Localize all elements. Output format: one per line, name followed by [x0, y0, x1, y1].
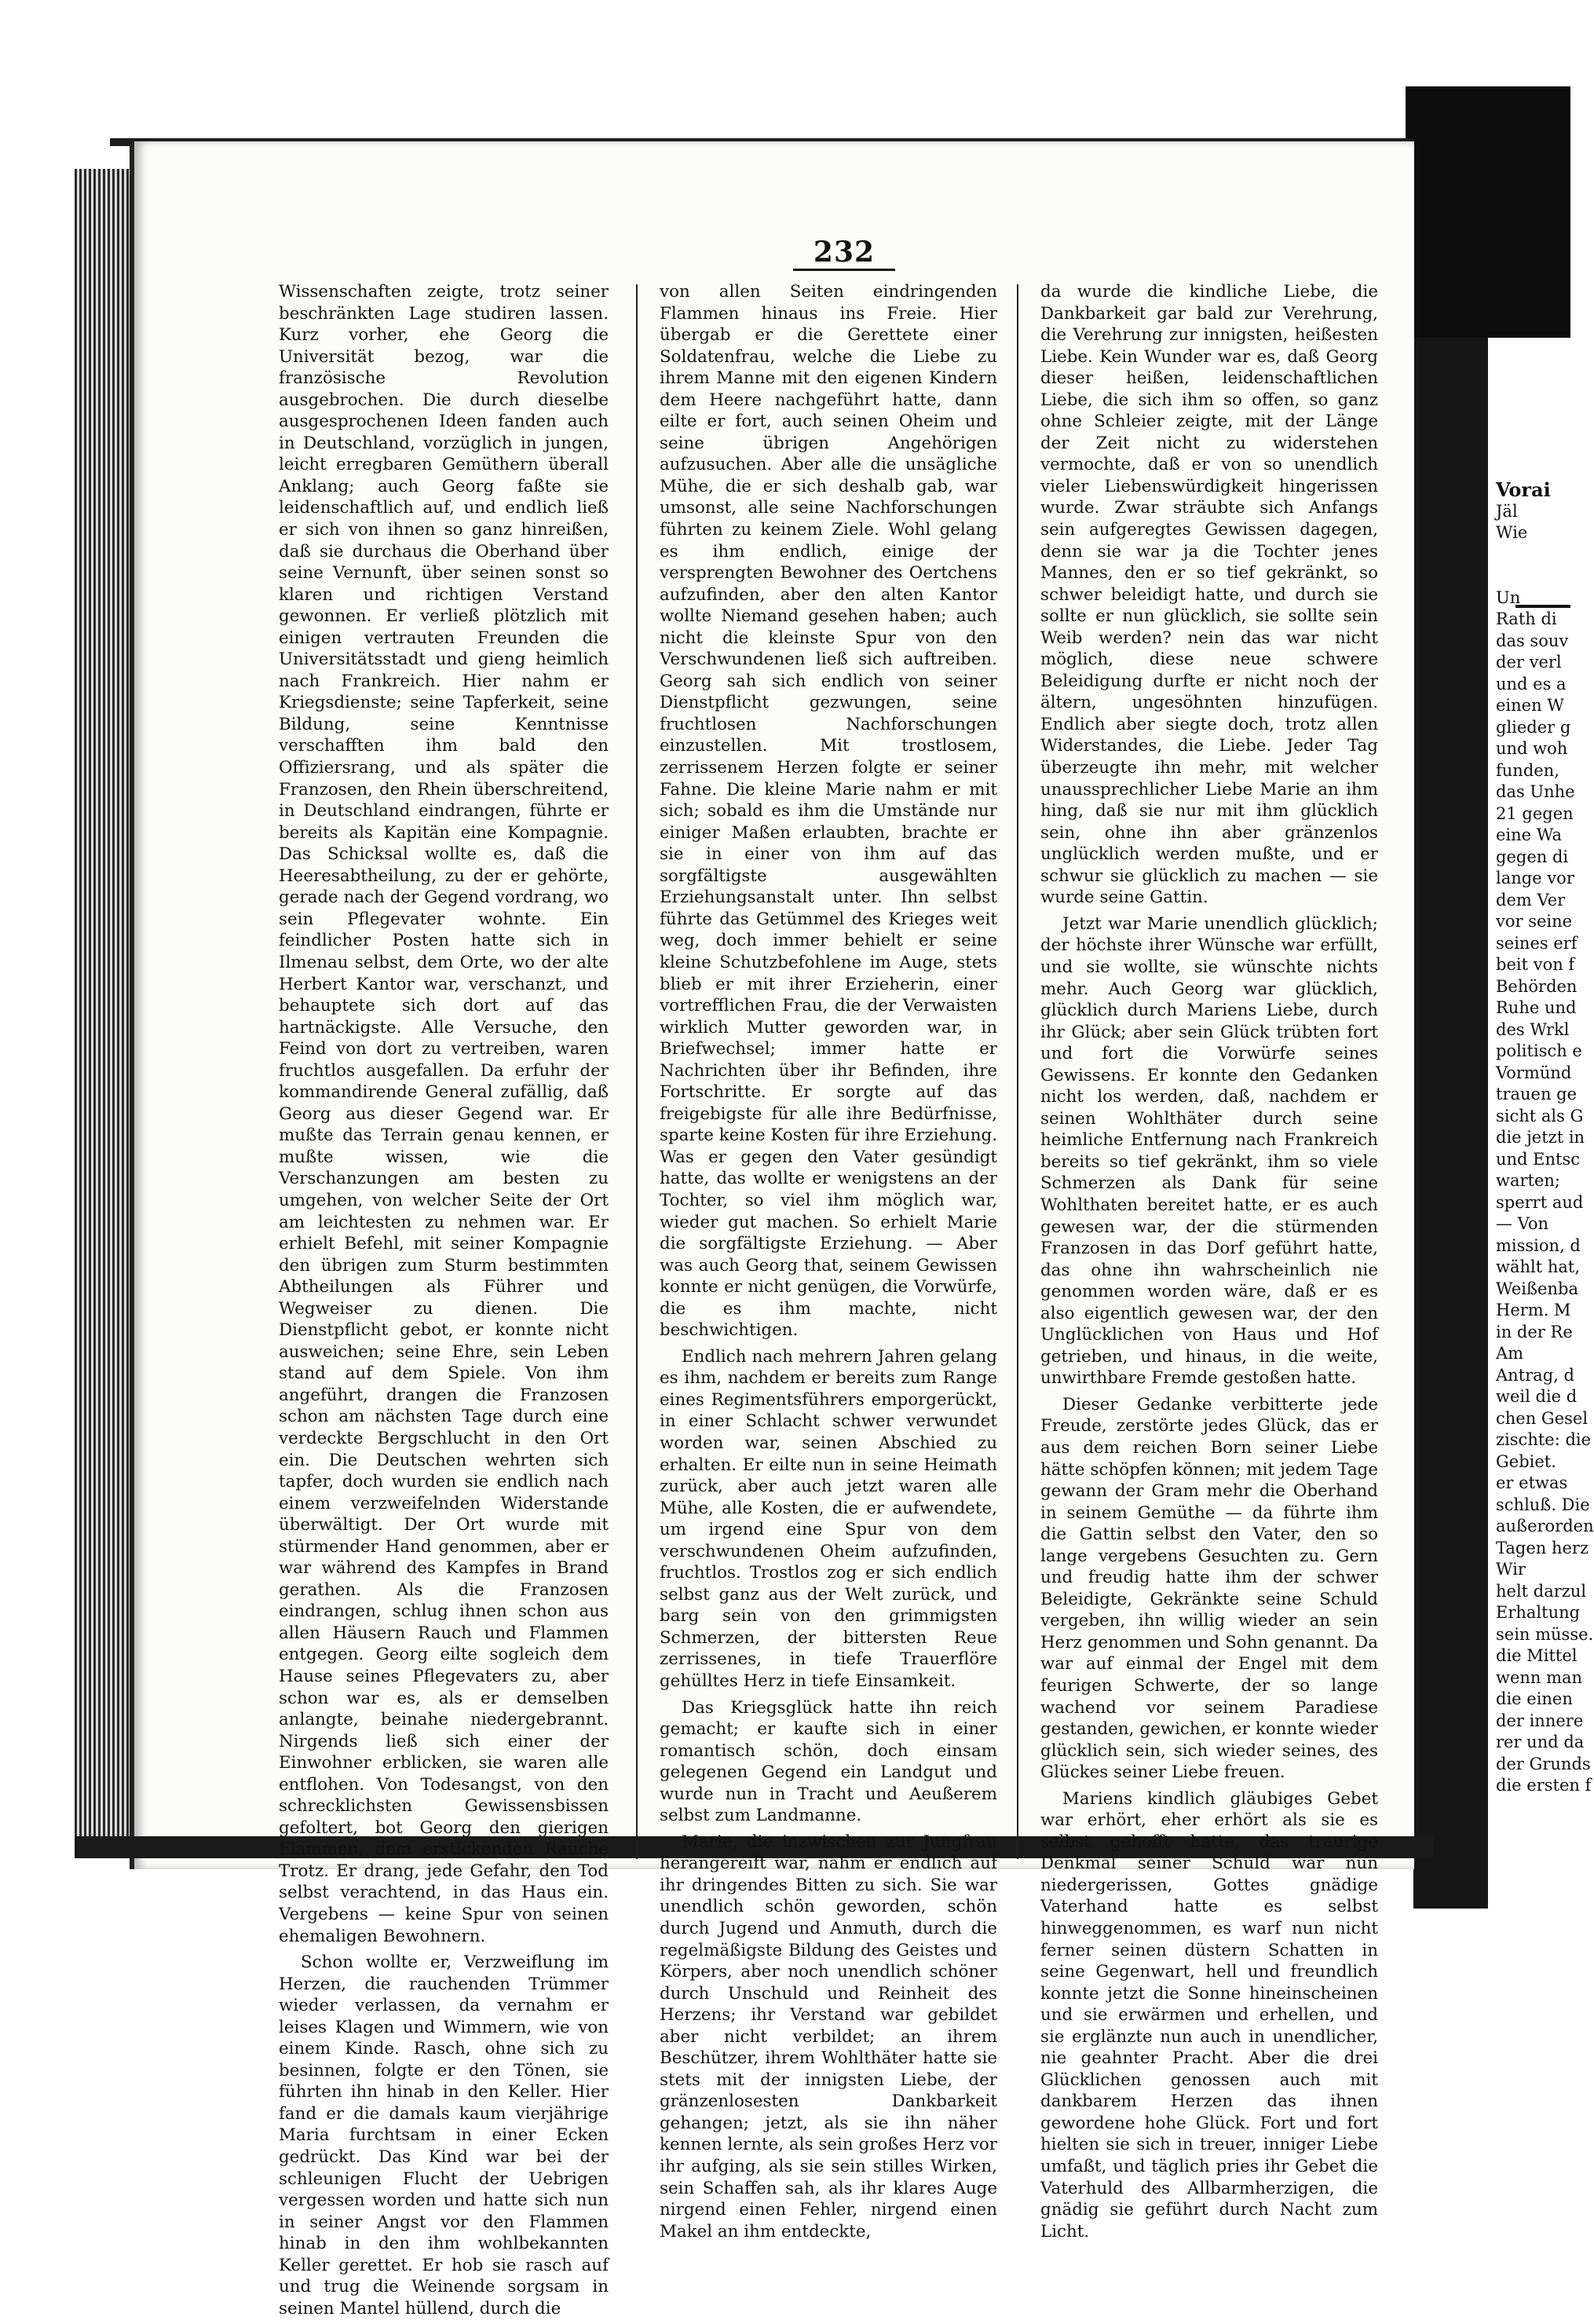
facing-page-line: Vorai [1496, 478, 1551, 501]
facing-page-line: Ruhe und [1496, 998, 1577, 1017]
facing-page-line: und es a [1496, 674, 1567, 694]
facing-page-line: Behörden [1496, 976, 1578, 996]
facing-page-line: schluß. Die [1496, 1495, 1590, 1514]
facing-page-line: Wir [1496, 1560, 1526, 1579]
paragraph: Endlich nach mehrern Jahren gelang es ihm, nachdem er bereits zum Range eines Regimentsführers emporgerückt, in einer Schlacht schwer verwundet worden war, seinen Abschied zu erhalten. Er eilte nun in seine Heimath zurück, aber auch jetzt waren alle Mühe, alle Kosten, die er aufwendete, um irgend eine Spur von dem verschwundenen Oheim aufzufinden, fruchtlos. Trostlos zog er sich endlich selbst ganz aus der Welt zurück, und barg sein von den grimmigsten Schmerzen, der bittersten Reue zerrissenes, in tiefe Trauerflöre gehülltes Herz in tiefe Einsamkeit. [660, 1346, 997, 1691]
book-page-edges [75, 169, 133, 1842]
facing-page-line: seines erf [1496, 933, 1578, 953]
facing-page-line: er etwas [1496, 1473, 1568, 1492]
paragraph: da wurde die kindliche Liebe, die Dankbarkeit gar bald zur Verehrung, die Verehrung zur innigsten, heißesten Liebe. Kein Wunder war es, daß Georg dieser heißen, leidenschaftlichen Liebe, die sich ihm so offen, so ganz ohne Schleier zeigte, mit der Länge der Zeit nicht zu widerstehen vermochte, daß er von so unendlich vieler Liebenswürdigkeit hingerissen wurde. Zwar sträubte sich Anfangs sein aufgeregtes Gewissen dagegen, denn sie war ja die Tochter jenes Mannes, den er so tief gekränkt, so schwer beleidigt hatte, und durch sie sollte er nun glücklich, sie sollte sein Weib werden? nein das war nicht möglich, diese neue schwere Beleidigung durfte er nicht noch der ältern, ungesöhnten hinzufügen. Endlich aber siegte doch, trotz allen Widerstandes, die Liebe. Jeder Tag überzeugte ihn mehr, mit welcher unaussprechlicher Liebe Marie an ihm hing, daß sie nur mit ihm glücklich sein, ohne ihn aber gränzenlos unglücklich werden mußte, und er schwur sie glücklich zu machen — sie wurde seine Gattin. [1040, 282, 1378, 908]
scan-dark-corner-right [1406, 86, 1570, 338]
facing-page-line: Herm. M [1496, 1301, 1571, 1319]
facing-page-fragment [1496, 478, 1594, 1885]
facing-page-line: funden, [1496, 760, 1559, 780]
facing-page-line: und woh [1496, 739, 1568, 758]
facing-page-line: helt darzul [1496, 1581, 1587, 1601]
facing-page-line: trauen ge [1496, 1085, 1578, 1103]
facing-page-line: Jäl [1496, 501, 1518, 521]
facing-page-line: das Unhe [1496, 782, 1575, 801]
facing-page-line: die jetzt in [1496, 1128, 1585, 1147]
facing-page-line: der innere [1496, 1711, 1584, 1730]
facing-page-line: Tagen herz [1496, 1538, 1589, 1557]
facing-page-line: Erhaltung [1496, 1603, 1581, 1622]
facing-page-line: wählt hat, [1496, 1257, 1581, 1276]
facing-page-line: der verl [1496, 653, 1562, 672]
paragraph: Das Kriegsglück hatte ihn reich gemacht; er kaufte sich in einer romantisch schön, doch einsam gelegenen Gegend ein Landgut und wurde nun in Tracht und Aeußerem selbst zum Landmanne. [660, 1697, 997, 1826]
paragraph: Wissenschaften zeigte, trotz seiner beschränkten Lage studiren lassen. Kurz vorher, ehe Georg die Universität bezog, war die französische Revolution ausgebrochen. Die durch dieselbe ausgesprochenen Ideen fanden auch in Deutschland, vorzüglich in jungen, leicht erregbaren Gemüthern überall Anklang; auch Georg faßte sie leidenschaftlich auf, und endlich ließ er sich von ihnen so ganz hinreißen, daß sie durchaus die Oberhand über seine Vernunft, über seinen sonst so klaren und richtigen Verstand gewonnen. Er verließ plötzlich mit einigen vertrauten Freunden die Universitätsstadt und gieng heimlich nach Frankreich. Hier nahm er Kriegsdienste; seine Tapferkeit, seine Bildung, seine Kenntnisse verschafften ihm bald den Offiziersrang, und als später die Franzosen, den Rhein überschreitend, in Deutschland eindrangen, führte er bereits als Kapitän eine Kompagnie. Das Schicksal wollte es, daß die Heeresabtheilung, zu der er gehörte, gerade nach der Gegend vordrang, wo sein Pflegevater wohnte. Ein feindlicher Posten hatte sich in Ilmenau selbst, dem Orte, wo der alte Herbert Kantor war, verschanzt, und behauptete sich dort auf das hartnäckigste. Alle Versuche, den Feind von dort zu vertreiben, waren fruchtlos ausgefallen. Da erfuhr der kommandirende General zufällig, daß Georg aus dieser Gegend war. Er mußte das Terrain genau kennen, er mußte wissen, wie die Verschanzungen am besten zu umgehen, von welcher Seite der Ort am leichtesten zu nehmen war. Er erhielt Befehl, mit seiner Kompagnie den übrigen zum Sturm bestimmten Abtheilungen als Führer und Wegweiser zu dienen. Die Dienstpflicht gebot, er konnte nicht ausweichen; seine Ehre, sein Leben stand auf dem Spiele. Von ihm angeführt, drangen die Franzosen schon am nächsten Tage durch eine verdeckte Bergschlucht in den Ort ein. Die Deutschen wehrten sich tapfer, doch wurden sie endlich nach einem verzweifelnden Widerstande überwältigt. Der Ort wurde mit stürmender Hand genommen, aber er war während des Kampfes in Brand gerathen. Als die Franzosen eindrangen, schlug ihnen schon aus allen Häusern Rauch und Flammen entgegen. Georg eilte sogleich dem Hause seines Pflegevaters zu, aber schon war es, als er demselben anlangte, beinahe niedergebrannt. Nirgends ließ sich einer der Einwohner erblicken, sie waren alle entflohen. Von Todesangst, von den schrecklichsten Gewissensbissen gefoltert, bot Georg den gierigen Flammen, dem erstickenden Rauche Trotz. Er drang, jede Gefahr, den Tod selbst verachtend, in das Haus ein. Vergebens — keine Spur von seinen ehemaligen Bewohnern. [279, 282, 609, 1946]
text-column-1 [279, 281, 609, 2324]
facing-page-line: vor seine [1496, 912, 1573, 931]
column-divider-1 [636, 284, 638, 1859]
facing-page-line: Weißenba [1496, 1279, 1578, 1298]
facing-page-line: warten; [1496, 1171, 1561, 1190]
facing-page-line: des Wrkl [1496, 1019, 1570, 1039]
facing-page-line: die einen [1496, 1689, 1573, 1708]
facing-page-line: die ersten f [1496, 1776, 1592, 1795]
facing-page-line: der Grunds [1496, 1754, 1591, 1773]
facing-page-line: in der Re [1496, 1322, 1573, 1341]
facing-page-line: einen W [1496, 696, 1564, 715]
facing-page-line: gegen di [1496, 847, 1569, 866]
facing-page-line: Gebiet. [1496, 1451, 1556, 1471]
paragraph: Schon wollte er, Verzweiflung im Herzen, die rauchenden Trümmer wieder verlassen, da vernahm er leises Klagen und Wimmern, wie von einem Kinde. Rasch, ohne sich zu besinnen, folgte er den Tönen, sie führten ihn hinab in den Keller. Hier fand er die damals kaum vierjährige Maria furchtsam in einer Ecken gedrückt. Das Kind war bei der schleunigen Flucht der Uebrigen vergessen worden und hatte sich nun in seiner Angst vor den Flammen hinab in den ihm wohlbekannten Keller gerettet. Er hob sie rasch auf und trug die Weinende sorgsam in seinen Mantel hüllend, durch die [279, 1953, 609, 2319]
paragraph: Marie, die inzwischen zur Jungfrau herangereift war, nahm er endlich auf ihr dringendes Bitten zu sich. Sie war unendlich schön geworden, schön durch Jugend und Anmuth, durch die regelmäßigste Bildung des Geistes und Körpers, aber noch unendlich schöner durch Unschuld und Reinheit des Herzens; ihr Verstand war gebildet aber nicht verbildet; an ihrem Beschützer, ihrem Wohlthäter hatte sie stets mit der innigsten Liebe, der gränzenlosesten Dankbarkeit gehangen; jetzt, als sie ihn näher kennen lernte, als sein großes Herz vor ihr aufging, als sie sein stilles Wirken, sein Schaffen sah, als ihr klares Auge nirgend einen Fehler, nirgend einen Makel an ihm entdeckte, [660, 1832, 997, 2242]
facing-page-line: lange vor [1496, 869, 1574, 888]
facing-page-line: Un [1496, 587, 1521, 607]
facing-page-line: sicht als G [1496, 1106, 1584, 1125]
page-number-rule [793, 269, 895, 271]
facing-page-line: außerorden [1496, 1517, 1594, 1535]
facing-page-line: Antrag, d [1496, 1365, 1574, 1385]
facing-page-line: das souv [1496, 631, 1569, 650]
facing-page-line: 21 gegen [1496, 803, 1574, 823]
facing-page-line: sperrt aud [1496, 1192, 1584, 1212]
paragraph: von allen Seiten eindringenden Flammen hinaus ins Freie. Hier übergab er die Gerettete einer Soldatenfrau, welche die Liebe zu ihrem Manne mit den eigenen Kindern dem Heere nachgeführt hatte, dann eilte er fort, auch seinen Oheim und seine übrigen Angehörigen aufzusuchen. Aber alle die unsägliche Mühe, die er sich deshalb gab, war umsonst, alle seine Nachforschungen führten zu keinem Ziele. Wohl gelang es ihm endlich, einige der versprengten Bewohner des Oertchens aufzufinden, aber den alten Kantor wollte Niemand gesehen haben; auch nicht die kleinste Spur von den Verschwundenen ließ sich auftreiben. Georg sah sich endlich von seiner Dienstpflicht gezwungen, seine fruchtlosen Nachforschungen einzustellen. Mit trostlosem, zerrissenem Herzen folgte er seiner Fahne. Die kleine Marie nahm er mit sich; sobald es ihm die Umstände nur einiger Maßen erlaubten, brachte er sie in einer von ihm auf das sorgfältigste ausgewählten Erziehungsanstalt unter. Ihn selbst führte das Getümmel des Krieges weit weg, doch immer behielt er seine kleine Schutzbefohlene im Auge, stets blieb er mit ihrer Erzieherin, einer vortrefflichen Frau, die der Verwaisten wirklich Mutter geworden war, in Briefwechsel; immer hatte er Nachrichten über ihr Befinden, ihre Fortschritte. Er sorgte auf das freigebigste für alle ihre Bedürfnisse, sparte keine Kosten für ihre Erziehung. Was er gegen den Vater gesündigt hatte, das wollte er wenigstens an der Tochter, so viel ihm möglich war, wieder gut machen. So erhielt Marie die sorgfältigste Erziehung. — Aber was auch Georg that, seinem Gewissen konnte er nicht genügen, die Vorwürfe, die es ihm machte, nicht beschwichtigen. [660, 282, 997, 1341]
facing-page-line: weil die d [1496, 1387, 1578, 1406]
facing-page-line [1496, 565, 1570, 587]
facing-page-line: Vormünd [1496, 1063, 1572, 1082]
paragraph: Mariens kindlich gläubiges Gebet war erhört, eher erhört als sie es selbst gehofft hatte, das traurige Denkmal seiner Schuld war nun niedergerissen, Gottes gnädige Vaterhand hatte es selbst hinweggenommen, es warf nun nicht ferner seinen düstern Schatten in seine Gegenwart, hell und freundlich konnte jetzt die Sonne hineinscheinen und sie erwärmen und erhellen, und sie erglänzte nun auch in unendlicher, nie geahnter Pracht. Aber die drei Glücklichen genossen auch mit dankbarem Herzen das ihnen gewordene hohe Glück. Fort und fort hielten sie sich in treuer, inniger Liebe umfaßt, und täglich pries ihr Gebet die Vaterhuld des Allbarmherzigen, die gnädig sie geführt durch Nacht zum Licht. [1040, 1788, 1378, 2242]
facing-page-line: sein müsse. [1496, 1624, 1594, 1644]
facing-page-line [1496, 544, 1570, 566]
facing-page-line: und Entsc [1496, 1149, 1580, 1169]
column-divider-2 [1017, 284, 1018, 1859]
scan-gutter-band [1413, 338, 1488, 1909]
facing-page-line: mission, d [1496, 1235, 1581, 1255]
paragraph: Jetzt war Marie unendlich glücklich; der höchste ihrer Wünsche war erfüllt, und sie wollte, sie wünschte nichts mehr. Auch Georg war glücklich, glücklich durch Mariens Liebe, durch ihr Glück; aber sein Glück trübten fort und fort die Vorwürfe seines Gewissens. Er konnte den Gedanken nicht los werden, daß, nachdem er seinen Wohlthäter durch seine heimliche Entfernung nach Frankreich bereits so tief gekränkt, ihm so viele Schmerzen als Dank für seine Wohlthaten bereitet hatte, er es auch gewesen war, der die stürmenden Franzosen in das Dorf geführt hatte, das ohne ihn wahrscheinlich nie genommen worden wäre, daß er es also eigentlich gewesen war, der den Unglücklichen von Haus und Hof getrieben, und hinaus, in die weite, unwirthbare Fremde gestoßen hatte. [1040, 913, 1378, 1389]
facing-page-line: rer und da [1496, 1733, 1585, 1751]
text-column-2 [660, 281, 997, 2247]
facing-page-line: — Von [1496, 1214, 1549, 1233]
facing-page-line: glieder g [1496, 717, 1571, 737]
facing-page-line: dem Ver [1496, 890, 1566, 909]
facing-page-line: die Mittel [1496, 1646, 1578, 1665]
text-column-3 [1040, 281, 1378, 2247]
facing-page-line: Rath di [1496, 609, 1557, 628]
facing-page-line: eine Wa [1496, 825, 1563, 844]
facing-page-line: Wie [1496, 523, 1528, 542]
facing-page-line: wenn man [1496, 1667, 1583, 1687]
facing-page-line: zischte: die [1496, 1430, 1592, 1449]
page-number: 232 [813, 236, 876, 269]
facing-page-line: chen Gesel [1496, 1408, 1589, 1428]
paragraph: Dieser Gedanke verbitterte jede Freude, zerstörte jedes Glück, das er aus dem reichen Born seiner Liebe hätte schöpfen können; mit jedem Tage gewann der Gram mehr die Oberhand in seinem Gemüthe — da führte ihm die Gattin selbst den Vater, den so lange vergebens Gesuchten zu. Gern und freudig hatte ihm der schwer Beleidigte, Gekränkte seine Schuld vergeben, ihn willig wieder an sein Herz genommen und Sohn genannt. Da war auf einmal der Engel mit dem feurigen Schwerte, der so lange wachend vor seinem Paradiese gestanden, gewichen, er konnte wieder glücklich sein, sich wieder seines, des Glückes seiner Liebe freuen. [1040, 1394, 1378, 1783]
facing-page-line: Am [1496, 1344, 1524, 1363]
facing-page-line: politisch e [1496, 1041, 1582, 1060]
facing-page-line: beit von f [1496, 955, 1575, 974]
